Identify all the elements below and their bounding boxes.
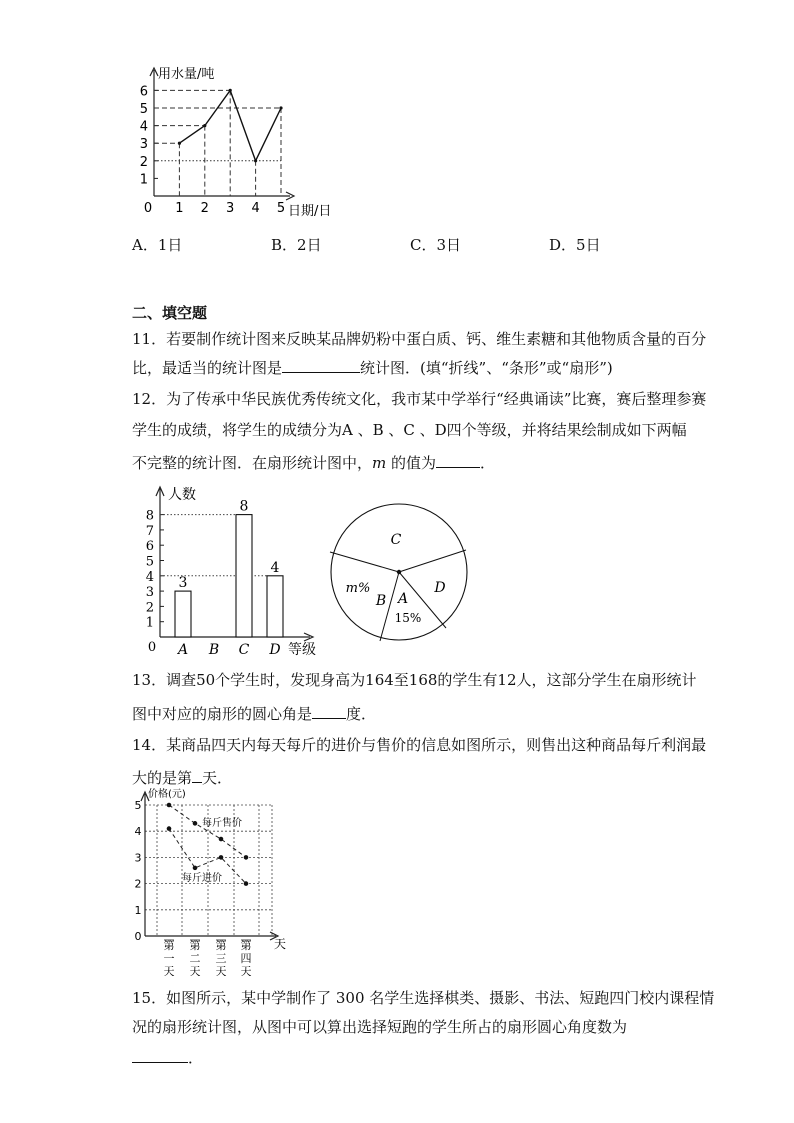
x-tick-label: 4 xyxy=(251,201,260,216)
option-a[interactable] xyxy=(132,234,182,255)
q14-answer-blank[interactable] xyxy=(192,766,202,783)
pie-center xyxy=(397,570,401,574)
q13-line1: 13．调查50个学生时，发现身高为164至168的学生有12人，这部分学生在扇形统计 xyxy=(132,671,697,689)
x-tick-char: 第 xyxy=(163,939,175,952)
y-tick-label: 3 xyxy=(145,585,154,601)
q13-text-b: 度． xyxy=(346,705,377,723)
y-tick-label: 4 xyxy=(145,569,154,585)
data-point xyxy=(279,106,282,109)
data-point xyxy=(178,142,181,145)
pie-label: 15% xyxy=(394,611,422,625)
q13-text-a: 图中对应的扇形的圆心角是 xyxy=(132,705,313,723)
bar-chart-group xyxy=(146,486,316,658)
buy-price-label: 每斤进价 xyxy=(182,873,222,884)
x-axis-label: 等级 xyxy=(288,642,316,658)
x-tick-char: 第 xyxy=(215,939,227,952)
y-axis-label: 用水量/吨 xyxy=(158,67,215,82)
price-point xyxy=(244,881,249,886)
y-tick-label: 3 xyxy=(134,851,142,865)
category-label: A xyxy=(177,642,189,658)
option-text: 2日 xyxy=(297,236,322,254)
data-point xyxy=(229,89,232,92)
y-tick-label: 2 xyxy=(134,877,142,891)
y-tick-label: 5 xyxy=(145,554,154,570)
q11-answer-blank[interactable] xyxy=(282,356,360,373)
option-d[interactable] xyxy=(549,234,601,255)
q14-text-b: 天． xyxy=(202,769,233,787)
price-point xyxy=(167,826,172,831)
q11-text-b: 统计图．(填“折线”、“条形”或“扇形”) xyxy=(360,359,613,377)
q11-text-a: 比，最适当的统计图是 xyxy=(132,359,283,377)
q12-text-c: ． xyxy=(480,454,496,472)
q12-line3 xyxy=(132,451,495,473)
bar-value-label: 3 xyxy=(178,575,188,592)
bar xyxy=(267,576,283,637)
y-tick-label: 5 xyxy=(134,799,142,812)
bar xyxy=(175,591,191,637)
price-line-chart xyxy=(128,786,298,976)
option-letter: D． xyxy=(549,236,577,254)
x-tick-char: 天 xyxy=(163,965,175,976)
bar-value-label: 8 xyxy=(239,498,249,515)
x-axis-label: 天 xyxy=(274,937,287,951)
x-tick-label: 5 xyxy=(276,201,286,216)
y-tick-label: 8 xyxy=(145,508,154,524)
x-tick-char: 一 xyxy=(163,952,175,965)
option-letter: B． xyxy=(271,236,298,254)
bar-value-label: 4 xyxy=(270,559,280,576)
q15-answer-blank[interactable] xyxy=(132,1046,188,1063)
x-tick-char: 三 xyxy=(215,952,227,965)
x-axis-label: 日期/日 xyxy=(288,204,332,219)
origin-label: 0 xyxy=(134,930,142,943)
bar xyxy=(236,515,252,637)
x-tick-char: 四 xyxy=(240,952,252,965)
y-tick-label: 1 xyxy=(145,615,154,631)
q12-variable-m: m xyxy=(372,454,387,472)
price-point xyxy=(167,803,172,808)
q14-line2 xyxy=(132,766,232,788)
q14-line1: 14．某商品四天内每天每斤的进价与售价的信息如图所示，则售出这种商品每斤利润最 xyxy=(132,736,707,754)
y-tick-label: 4 xyxy=(140,119,148,135)
chart1-group xyxy=(140,66,331,219)
y-tick-label: 6 xyxy=(145,539,154,555)
option-letter: C． xyxy=(410,236,437,254)
y-tick-label: 1 xyxy=(140,172,148,188)
option-text: 5日 xyxy=(576,236,601,254)
option-b[interactable] xyxy=(271,234,322,255)
category-label: D xyxy=(269,642,281,658)
y-tick-label: 5 xyxy=(140,102,148,117)
y-axis-label: 价格(元) xyxy=(148,789,186,800)
sell-price-label: 每斤售价 xyxy=(202,818,242,829)
x-tick-char: 二 xyxy=(189,952,201,965)
x-tick-char: 天 xyxy=(240,965,252,976)
x-tick-char: 第 xyxy=(240,939,252,952)
option-c[interactable] xyxy=(410,234,461,255)
x-tick-label: 2 xyxy=(200,201,209,216)
y-tick-label: 6 xyxy=(140,84,148,100)
x-tick-char: 天 xyxy=(189,965,201,976)
y-tick-label: 1 xyxy=(134,903,142,917)
grade-pie-chart xyxy=(328,502,473,647)
origin-label: 0 xyxy=(147,640,157,655)
y-tick-label: 2 xyxy=(140,154,148,170)
q15-line3 xyxy=(132,1046,203,1068)
grade-bar-chart xyxy=(138,482,328,662)
q15-text-end: ． xyxy=(188,1049,204,1067)
q12-answer-blank[interactable] xyxy=(436,451,480,468)
x-tick-char: 第 xyxy=(189,939,201,952)
price-point xyxy=(193,821,198,826)
q13-line2 xyxy=(132,702,376,724)
q15-line1: 15．如图所示，某中学制作了 300 名学生选择棋类、摄影、书法、短跑四门校内课程情 xyxy=(132,989,715,1007)
pie-label: C xyxy=(390,532,402,548)
y-axis-label: 人数 xyxy=(168,487,196,503)
option-text: 3日 xyxy=(436,236,462,254)
pie-label: D xyxy=(434,580,446,596)
q14-text-a: 大的是第 xyxy=(132,769,193,787)
q12-line1: 12．为了传承中华民族优秀传统文化，我市某中学举行“经典诵读”比赛，赛后整理参赛 xyxy=(132,390,707,408)
q11-line2 xyxy=(132,356,613,378)
y-tick-label: 2 xyxy=(145,600,154,616)
category-label: C xyxy=(238,642,250,658)
x-tick-label: 1 xyxy=(175,201,184,216)
pie-chart-group xyxy=(330,504,467,641)
y-tick-label: 3 xyxy=(140,137,148,153)
x-tick-char: 天 xyxy=(215,965,227,976)
q12-line2: 学生的成绩，将学生的成绩分为A 、B 、C 、D四个等级，并将结果绘制成如下两幅 xyxy=(132,421,687,439)
data-point xyxy=(254,159,257,162)
price-point xyxy=(244,855,249,860)
origin-label: 0 xyxy=(143,201,153,216)
price-chart-group xyxy=(135,787,287,976)
q11-line1: 11．若要制作统计图来反映某品牌奶粉中蛋白质、钙、维生素糖和其他物质含量的百分 xyxy=(132,330,707,348)
pie-label: m% xyxy=(345,581,371,596)
q15-line2: 况的扇形统计图，从图中可以算出选择短跑的学生所占的扇形圆心角度数为 xyxy=(132,1018,628,1036)
price-point xyxy=(219,837,224,842)
price-point xyxy=(193,866,198,871)
q12-text-b: 的值为 xyxy=(386,454,437,472)
pie-label: B xyxy=(375,593,387,609)
q13-answer-blank[interactable] xyxy=(312,702,346,719)
x-tick-label: 3 xyxy=(226,201,235,216)
option-text: 1日 xyxy=(157,236,183,254)
section-heading: 二、填空题 xyxy=(132,304,208,322)
pie-label: A xyxy=(397,591,409,607)
category-label: B xyxy=(208,642,220,658)
y-tick-label: 7 xyxy=(145,523,154,539)
option-letter: A． xyxy=(132,236,158,254)
y-tick-label: 4 xyxy=(134,825,142,839)
data-point xyxy=(203,124,206,127)
q12-text-a: 不完整的统计图．在扇形统计图中， xyxy=(132,454,373,472)
water-usage-line-chart xyxy=(140,62,340,222)
price-point xyxy=(219,855,224,860)
